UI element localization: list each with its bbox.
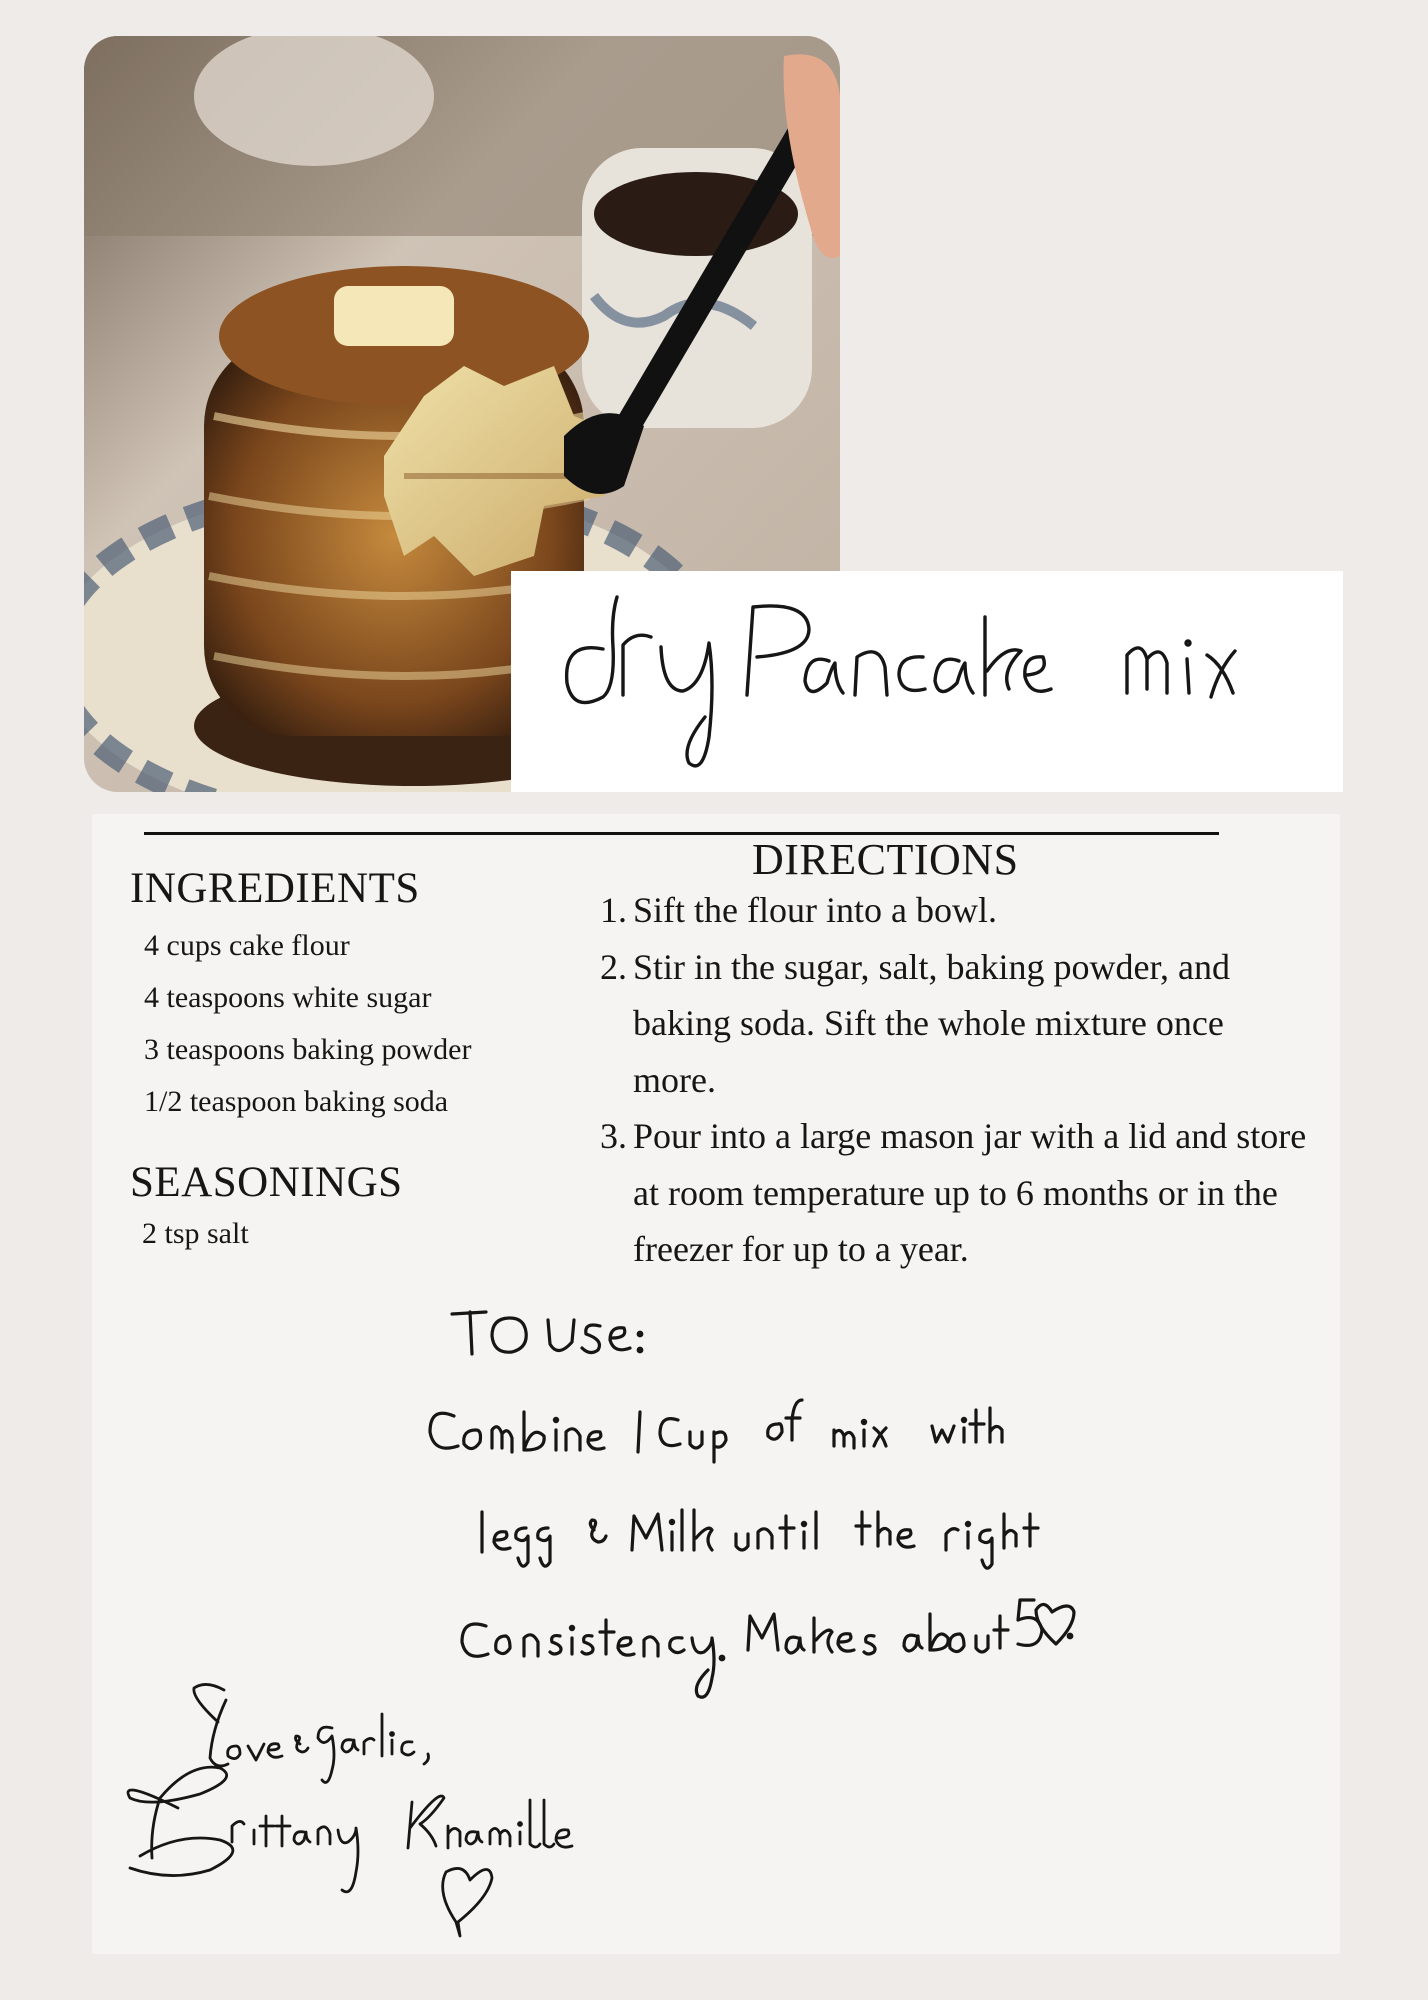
step-text: Pour into a large mason jar with a lid and store at room temperature up to 6 months or in the freezer for up to a year. [633, 1116, 1307, 1269]
handwritten-title [511, 571, 1343, 792]
ingredients-list [144, 920, 471, 1128]
title-card [511, 571, 1343, 792]
directions-heading: DIRECTIONS [752, 835, 1019, 884]
step-text: Stir in the sugar, salt, baking powder, and baking soda. Sift the whole mixture once more. [633, 946, 1231, 1100]
seasonings-list [142, 1212, 249, 1256]
direction-step [595, 882, 1315, 939]
ingredient-item: 4 cups cake flour [144, 929, 350, 962]
step-number: 1. [600, 890, 627, 930]
direction-step [595, 939, 1315, 1109]
to-use-line [0, 0, 1, 1]
step-number: 3. [600, 1116, 627, 1156]
ingredient-item: 3 teaspoons baking powder [144, 1033, 472, 1066]
to-use-line [0, 0, 1, 1]
section-divider [144, 832, 1219, 835]
signoff-line [0, 0, 1, 1]
to-use-line [0, 0, 1, 1]
seasoning-item: 2 tsp salt [142, 1217, 249, 1250]
step-number: 2. [600, 946, 627, 987]
ingredient-item: 1/2 teaspoon baking soda [144, 1085, 449, 1118]
signature-name [0, 0, 1, 1]
step-text: Sift the flour into a bowl. [633, 890, 997, 930]
ingredients-heading: INGREDIENTS [130, 865, 420, 912]
ingredient-item: 4 teaspoons white sugar [144, 981, 432, 1014]
directions-list [595, 882, 1315, 1278]
seasonings-heading: SEASONINGS [130, 1159, 403, 1206]
to-use-heading [0, 0, 1, 1]
direction-step [595, 1108, 1315, 1278]
